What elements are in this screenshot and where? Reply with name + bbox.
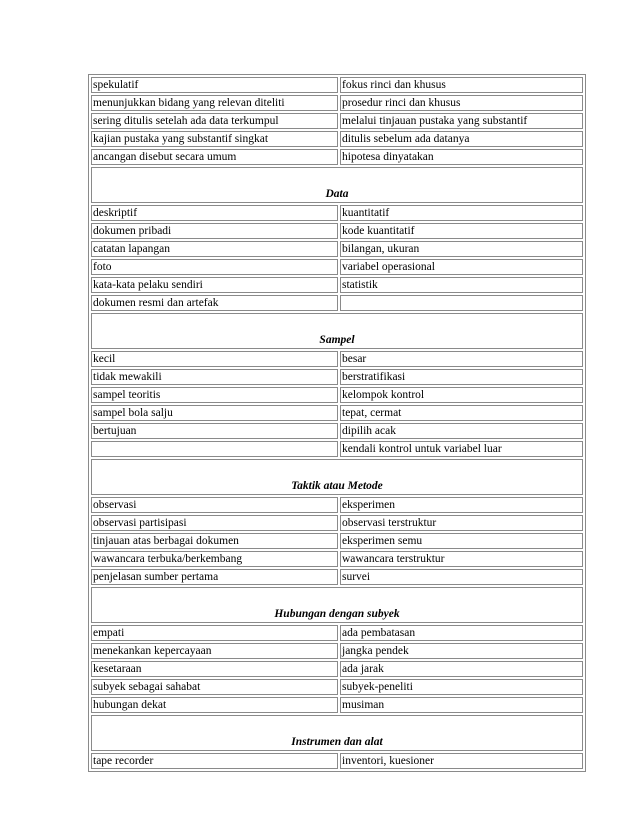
section-header-row (91, 459, 583, 495)
table-row (91, 277, 583, 293)
cell-left: ancangan disebut secara umum (91, 149, 338, 165)
cell-right: dipilih acak (340, 423, 583, 439)
cell-right: kode kuantitatif (340, 223, 583, 239)
cell-right: variabel operasional (340, 259, 583, 275)
cell-left: foto (91, 259, 338, 275)
table-row (91, 149, 583, 165)
cell-left: sampel bola salju (91, 405, 338, 421)
cell-right: kuantitatif (340, 205, 583, 221)
table-row (91, 241, 583, 257)
section-title: Instrumen dan alat (91, 715, 583, 751)
cell-right: inventori, kuesioner (340, 753, 583, 769)
cell-left: sampel teoritis (91, 387, 338, 403)
cell-left: spekulatif (91, 77, 338, 93)
section-header-row (91, 313, 583, 349)
table-row (91, 497, 583, 513)
table-row (91, 369, 583, 385)
table-row (91, 625, 583, 641)
cell-right: prosedur rinci dan khusus (340, 95, 583, 111)
cell-left: empati (91, 625, 338, 641)
table-row (91, 569, 583, 585)
cell-left: deskriptif (91, 205, 338, 221)
cell-left: observasi partisipasi (91, 515, 338, 531)
cell-left: dokumen pribadi (91, 223, 338, 239)
cell-left: tinjauan atas berbagai dokumen (91, 533, 338, 549)
cell-right: ada jarak (340, 661, 583, 677)
cell-left: sering ditulis setelah ada data terkumpul (91, 113, 338, 129)
cell-left: hubungan dekat (91, 697, 338, 713)
cell-left (91, 441, 338, 457)
cell-right: statistik (340, 277, 583, 293)
section-title: Sampel (91, 313, 583, 349)
table-row (91, 387, 583, 403)
cell-right: fokus rinci dan khusus (340, 77, 583, 93)
comparison-table (88, 74, 586, 772)
table-row (91, 259, 583, 275)
cell-left: kecil (91, 351, 338, 367)
cell-right: bilangan, ukuran (340, 241, 583, 257)
cell-right: musiman (340, 697, 583, 713)
cell-right: ada pembatasan (340, 625, 583, 641)
cell-left: dokumen resmi dan artefak (91, 295, 338, 311)
cell-right: eksperimen (340, 497, 583, 513)
table-row (91, 131, 583, 147)
cell-right: eksperimen semu (340, 533, 583, 549)
cell-right: besar (340, 351, 583, 367)
cell-right: wawancara terstruktur (340, 551, 583, 567)
table-row (91, 295, 583, 311)
cell-left: kesetaraan (91, 661, 338, 677)
section-header-row (91, 167, 583, 203)
cell-right: kelompok kontrol (340, 387, 583, 403)
table-row (91, 753, 583, 769)
table-row (91, 533, 583, 549)
cell-left: tidak mewakili (91, 369, 338, 385)
cell-left: kata-kata pelaku sendiri (91, 277, 338, 293)
cell-right: ditulis sebelum ada datanya (340, 131, 583, 147)
section-header-row (91, 715, 583, 751)
cell-right (340, 295, 583, 311)
table-row (91, 205, 583, 221)
cell-left: wawancara terbuka/berkembang (91, 551, 338, 567)
cell-right: berstratifikasi (340, 369, 583, 385)
cell-right: hipotesa dinyatakan (340, 149, 583, 165)
cell-right: melalui tinjauan pustaka yang substantif (340, 113, 583, 129)
table-row (91, 697, 583, 713)
cell-left: tape recorder (91, 753, 338, 769)
cell-right: subyek-peneliti (340, 679, 583, 695)
table-body (91, 77, 583, 769)
table-row (91, 661, 583, 677)
table-row (91, 515, 583, 531)
table-row (91, 77, 583, 93)
cell-right: survei (340, 569, 583, 585)
table-row (91, 113, 583, 129)
table-row (91, 441, 583, 457)
table-row (91, 643, 583, 659)
cell-left: observasi (91, 497, 338, 513)
table-row (91, 351, 583, 367)
section-title: Data (91, 167, 583, 203)
section-header-row (91, 587, 583, 623)
table-row (91, 95, 583, 111)
cell-right: tepat, cermat (340, 405, 583, 421)
cell-left: bertujuan (91, 423, 338, 439)
cell-left: catatan lapangan (91, 241, 338, 257)
cell-left: kajian pustaka yang substantif singkat (91, 131, 338, 147)
section-title: Taktik atau Metode (91, 459, 583, 495)
cell-right: kendali kontrol untuk variabel luar (340, 441, 583, 457)
table-row (91, 223, 583, 239)
cell-left: menunjukkan bidang yang relevan diteliti (91, 95, 338, 111)
cell-left: penjelasan sumber pertama (91, 569, 338, 585)
cell-right: jangka pendek (340, 643, 583, 659)
table-row (91, 423, 583, 439)
cell-left: menekankan kepercayaan (91, 643, 338, 659)
cell-right: observasi terstruktur (340, 515, 583, 531)
section-title: Hubungan dengan subyek (91, 587, 583, 623)
table-row (91, 551, 583, 567)
cell-left: subyek sebagai sahabat (91, 679, 338, 695)
table-row (91, 405, 583, 421)
table-row (91, 679, 583, 695)
